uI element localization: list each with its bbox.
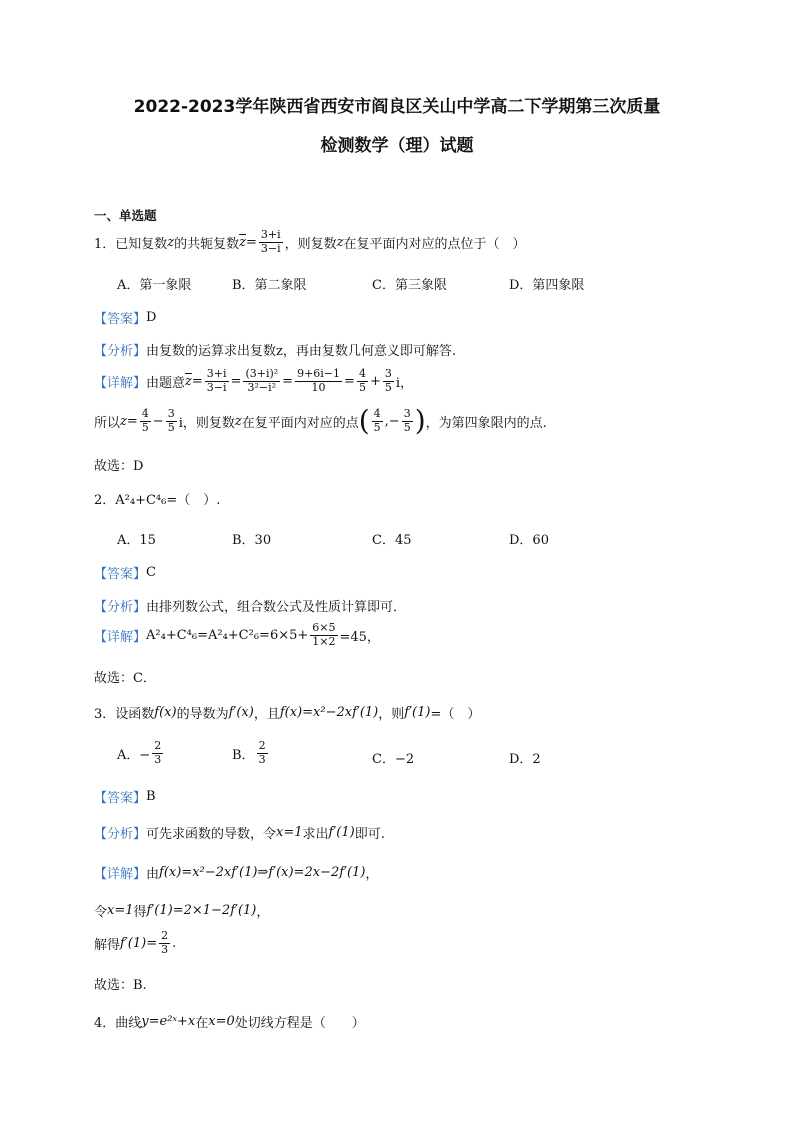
- title-line-1: 2022-2023学年陕西省西安市阎良区关山中学高二下学期第三次质量: [133, 97, 661, 117]
- q2-option-a: A．15: [117, 533, 156, 548]
- q2-detail: 【详解】 A²₄+C⁴₆=A²₄+C²₆=6×5+ $\frac{6\times 5}{1\times 2}$ =45，: [94, 621, 380, 648]
- q3-choose: 故选：B.: [94, 978, 147, 993]
- q1-analysis: 【分析】 由复数的运算求出复数z，再由复数几何意义即可解答.: [94, 344, 456, 359]
- q3-option-d: D．2: [509, 752, 541, 767]
- q3-detail: 【详解】 由 f(x)=x²−2xf′(1)⇒f′(x)=2x−2f′(1) ，: [94, 865, 379, 882]
- q2-answer: 【答案】 C: [94, 565, 156, 582]
- q2-option-b: B．30: [232, 533, 272, 548]
- q1-answer: 【答案】 D: [94, 310, 157, 327]
- q1-option-d: D．第四象限: [509, 278, 585, 293]
- q1-option-a: A．第一象限: [117, 278, 192, 293]
- q3-let: 令 x=1 得 f′(1)=2×1−2f′(1) ，: [94, 903, 270, 920]
- q1-conclusion: 所以 z = $\frac{4}{5}$ − $\frac{3}{5}$ i，则复数 z 在复平面内对应的点 ( $\frac{4}{5}$ ,− $\frac{3}{5}$ ) ，为第四象限内的点.: [94, 404, 547, 437]
- q3-option-b: B． $\frac{2}{3}$: [232, 739, 266, 766]
- q1-option-c: C．第三象限: [372, 278, 447, 293]
- q3-solution: 解得 f′(1)= $\frac{2}{3}$ .: [94, 929, 177, 956]
- q2-option-c: C．45: [372, 533, 412, 548]
- q1-option-b: B．第二象限: [232, 278, 307, 293]
- section-heading: 一、单选题: [94, 208, 157, 223]
- q2-option-d: D．60: [509, 533, 549, 548]
- q2-choose: 故选：C．: [94, 671, 156, 686]
- q4-stem: 4．曲线 y=e²ˣ+x 在 x=0 处切线方程是（ ）: [94, 1014, 365, 1031]
- q1-fraction: $\frac{3+i}{3-i}$: [260, 228, 281, 255]
- q3-option-c: C．−2: [372, 752, 415, 767]
- q3-option-a: A．− $\frac{2}{3}$: [117, 739, 162, 766]
- q2-stem: 2．A²₄+C⁴₆=（ ）.: [94, 493, 221, 508]
- q2-analysis: 【分析】 由排列数公式，组合数公式及性质计算即可．: [94, 600, 407, 615]
- q3-analysis: 【分析】 可先求函数的导数，令 x=1 求出 f′(1) 即可.: [94, 825, 385, 842]
- q1-stem: 1．已知复数 z 的共轭复数 $\overline{z}$ = $\frac{3+i}{3-i}$ ，则复数 z 在复平面内对应的点位于（ ）: [94, 228, 526, 255]
- q1-choose: 故选：D: [94, 459, 144, 474]
- q1-detail: 【详解】 由题意 $\overline{z}$ = $\frac{3+i}{3-i}$ = $\frac{\text{(3+i)²}}{\text{3²−i²}}$ = $\frac{9+6i-1}{10}$ = $\frac{4}{5}$ + $\frac{3}{5}$ i，: [94, 367, 414, 394]
- q3-stem: 3．设函数 f(x) 的导数为 f′(x) ，且 f(x)=x²−2xf′(1) ，则 f′(1) =（ ）: [94, 705, 481, 722]
- title-line-2: 检测数学（理）试题: [320, 136, 474, 156]
- q3-answer: 【答案】 B: [94, 789, 156, 806]
